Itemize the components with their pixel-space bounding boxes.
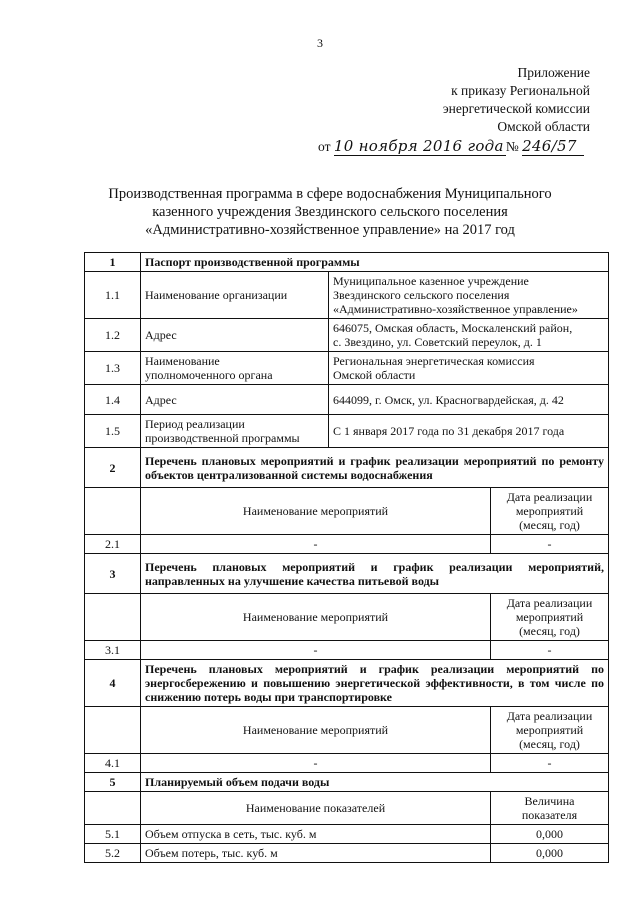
row-value: 0,000 [491, 825, 609, 844]
table-row [85, 385, 609, 415]
column-header-name: Наименование показателей [141, 792, 491, 825]
table-row [85, 535, 609, 554]
order-reference [318, 137, 584, 156]
section-header-row [85, 253, 609, 272]
column-header-row [85, 488, 609, 535]
row-number: 1.1 [85, 272, 141, 319]
row-date: - [491, 535, 609, 554]
row-value: Муниципальное казенное учреждение Звездинского сельского поселения «Административно-хозяйственное управление» [329, 272, 609, 319]
empty-cell [85, 488, 141, 535]
title-line: «Административно-хозяйственное управление» на 2017 год [145, 222, 515, 238]
appendix-line: Омской области [497, 119, 590, 134]
table-row [85, 319, 609, 352]
row-label: Наименование организации [141, 272, 329, 319]
section-header-row [85, 448, 609, 488]
row-name: Объем потерь, тыс. куб. м [141, 844, 491, 863]
order-prefix: от [318, 139, 331, 154]
table-row [85, 641, 609, 660]
section-number: 3 [85, 554, 141, 594]
column-header-name: Наименование мероприятий [141, 488, 491, 535]
table-row [85, 272, 609, 319]
column-header-value: Величина показателя [491, 792, 609, 825]
table-row [85, 825, 609, 844]
order-number-sign: № [505, 139, 519, 154]
table-row [85, 754, 609, 773]
order-date-handwritten: 10 ноября 2016 года [334, 137, 506, 156]
section-title: Планируемый объем подачи воды [141, 773, 609, 792]
column-header-row [85, 707, 609, 754]
table-row [85, 352, 609, 385]
column-header-row [85, 594, 609, 641]
row-number: 2.1 [85, 535, 141, 554]
row-number: 1.5 [85, 415, 141, 448]
row-label: Период реализации производственной программы [141, 415, 329, 448]
section-title: Перечень плановых мероприятий и график реализации мероприятий по энергосбережению и повышению энергетической эффективности, в том числе по снижению потерь воды при транспортировке [141, 660, 609, 707]
table-row [85, 844, 609, 863]
row-value: С 1 января 2017 года по 31 декабря 2017 года [329, 415, 609, 448]
row-name: - [141, 754, 491, 773]
section-number: 2 [85, 448, 141, 488]
empty-cell [85, 792, 141, 825]
row-number: 5.1 [85, 825, 141, 844]
section-header-row [85, 773, 609, 792]
row-name: Объем отпуска в сеть, тыс. куб. м [141, 825, 491, 844]
appendix-line: энергетической комиссии [442, 101, 590, 116]
row-value: 644099, г. Омск, ул. Красногвардейская, д. 42 [329, 385, 609, 415]
section-number: 5 [85, 773, 141, 792]
section-number: 1 [85, 253, 141, 272]
page-number: 3 [317, 36, 323, 50]
column-header-date: Дата реализации мероприятий (месяц, год) [491, 488, 609, 535]
column-header-date: Дата реализации мероприятий (месяц, год) [491, 594, 609, 641]
order-number-handwritten: 246/57 [522, 137, 584, 156]
row-label: Адрес [141, 319, 329, 352]
production-program-table [84, 252, 609, 863]
document-title [60, 185, 600, 239]
empty-cell [85, 707, 141, 754]
row-number: 1.2 [85, 319, 141, 352]
table-row [85, 415, 609, 448]
column-header-name: Наименование мероприятий [141, 594, 491, 641]
appendix-line: Приложение [517, 65, 590, 80]
row-value: Региональная энергетическая комиссия Омской области [329, 352, 609, 385]
section-title: Перечень плановых мероприятий и график реализации мероприятий, направленных на улучшение качества питьевой воды [141, 554, 609, 594]
appendix-block [350, 64, 590, 136]
row-number: 4.1 [85, 754, 141, 773]
section-header-row [85, 660, 609, 707]
section-number: 4 [85, 660, 141, 707]
column-header-name: Наименование мероприятий [141, 707, 491, 754]
row-name: - [141, 535, 491, 554]
row-label: Адрес [141, 385, 329, 415]
row-value: 0,000 [491, 844, 609, 863]
title-line: казенного учреждения Звездинского сельского поселения [152, 204, 508, 220]
row-date: - [491, 641, 609, 660]
row-date: - [491, 754, 609, 773]
title-line: Производственная программа в сфере водоснабжения Муниципального [108, 186, 552, 202]
row-number: 3.1 [85, 641, 141, 660]
row-value: 646075, Омская область, Москаленский район, с. Звездино, ул. Советский переулок, д. 1 [329, 319, 609, 352]
section-title: Паспорт производственной программы [141, 253, 609, 272]
section-header-row [85, 554, 609, 594]
row-label: Наименование уполномоченного органа [141, 352, 329, 385]
section-title: Перечень плановых мероприятий и график реализации мероприятий по ремонту объектов централизованной системы водоснабжения [141, 448, 609, 488]
row-number: 1.3 [85, 352, 141, 385]
appendix-line: к приказу Региональной [451, 83, 590, 98]
column-header-row [85, 792, 609, 825]
column-header-date: Дата реализации мероприятий (месяц, год) [491, 707, 609, 754]
row-name: - [141, 641, 491, 660]
row-number: 5.2 [85, 844, 141, 863]
empty-cell [85, 594, 141, 641]
row-number: 1.4 [85, 385, 141, 415]
